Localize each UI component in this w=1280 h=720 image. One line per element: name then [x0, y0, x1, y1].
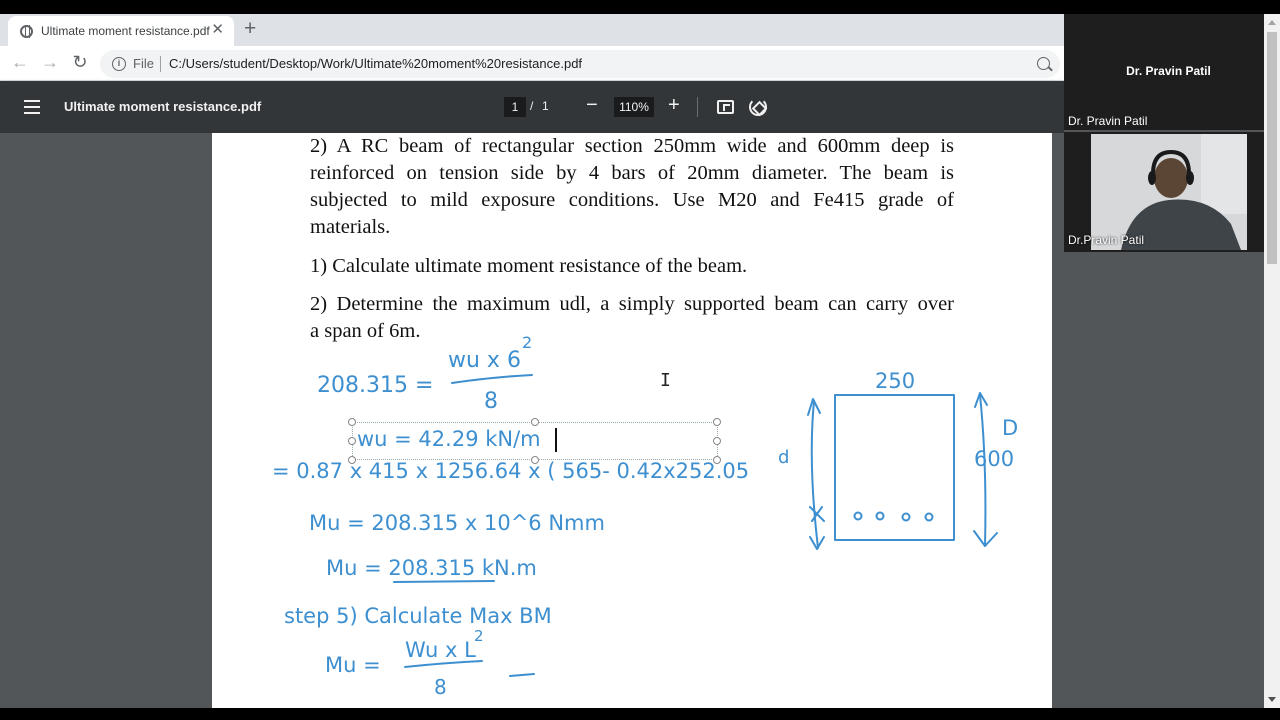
- step-5-heading: step 5) Calculate Max BM: [284, 604, 552, 628]
- wu-result[interactable]: wu = 42.29 kN/m: [357, 427, 541, 451]
- page-total: 1: [542, 99, 549, 113]
- rotate-icon[interactable]: [749, 98, 767, 116]
- back-icon[interactable]: ←: [11, 52, 29, 72]
- toolbar-divider: [697, 97, 698, 117]
- problem-statement: [310, 133, 954, 241]
- menu-icon[interactable]: [24, 100, 40, 114]
- depth-label: 600: [974, 447, 1015, 471]
- underline-stroke: [394, 581, 494, 582]
- tab-title: Ultimate moment resistance.pdf: [41, 24, 210, 38]
- tab-pdf[interactable]: [8, 16, 234, 46]
- mu-nmm-line: Mu = 208.315 x 10^6 Nmm: [309, 511, 605, 535]
- mu-knm-line: Mu = 208.315 kN.m: [326, 556, 537, 580]
- wul2-numerator: Wu x L: [405, 638, 476, 662]
- question-2: [310, 291, 954, 345]
- participant-tile-host[interactable]: [1064, 14, 1273, 130]
- globe-icon: [20, 25, 33, 38]
- question-1: 1) Calculate ultimate moment resistance of the beam.: [310, 255, 748, 277]
- rebar-circle: [855, 513, 862, 520]
- resize-handle[interactable]: [348, 437, 356, 445]
- fraction-bar: [452, 375, 532, 383]
- browser-window: [0, 14, 1064, 708]
- resize-handle[interactable]: [713, 437, 721, 445]
- rebar-circle: [877, 513, 884, 520]
- address-divider: [160, 56, 161, 72]
- beam-section-outline: [835, 395, 954, 540]
- question-2-line-1: 2) Determine the maximum udl, a simply supported beam can carry over: [310, 293, 954, 315]
- moment-calculation-line: = 0.87 x 415 x 1256.64 x ( 565- 0.42x252.05: [272, 459, 750, 483]
- participant-video-tile[interactable]: [1064, 132, 1273, 252]
- arrow-head-up: [975, 393, 987, 407]
- bottom-black-strip: [0, 708, 1280, 720]
- arrow-head-down: [974, 531, 997, 546]
- participant-footer-name: Dr. Pravin Patil: [1068, 114, 1148, 128]
- reload-icon[interactable]: ↻: [72, 52, 88, 72]
- eq1-lhs: 208.315 =: [317, 373, 434, 398]
- zoom-in-button[interactable]: +: [668, 94, 680, 116]
- underline-stroke: [510, 674, 534, 676]
- page-separator: /: [530, 99, 534, 113]
- eq1-numerator: wu x 6: [448, 348, 521, 373]
- scroll-down-icon[interactable]: [1268, 697, 1276, 702]
- meeting-panel: [1064, 14, 1280, 708]
- arrow-head-down: [810, 537, 824, 549]
- address-bar[interactable]: [100, 50, 1060, 78]
- info-icon[interactable]: i: [112, 57, 126, 71]
- file-scheme-label: File: [133, 56, 154, 71]
- effective-depth-label: d: [778, 447, 790, 468]
- wul2-denominator: 8: [434, 675, 447, 699]
- fit-to-page-icon[interactable]: [717, 100, 734, 114]
- text-cursor-icon: I: [660, 370, 671, 391]
- top-black-strip: [0, 0, 1280, 14]
- problem-line-2: reinforced on tension side by 4 bars of 20mm diameter. The beam is: [310, 162, 954, 184]
- rebar-circle: [903, 514, 910, 521]
- zoom-magnifier-icon[interactable]: [1037, 57, 1050, 70]
- resize-handle[interactable]: [348, 418, 356, 426]
- pdf-title: Ultimate moment resistance.pdf: [64, 99, 262, 114]
- resize-handle[interactable]: [531, 418, 539, 426]
- participant-name: Dr. Pravin Patil: [1126, 64, 1211, 78]
- pdf-toolbar: [0, 81, 1064, 133]
- question-2-line-2: a span of 6m.: [310, 320, 421, 342]
- bar-level-mark: [810, 507, 824, 521]
- effective-depth-arrow-line: [812, 401, 818, 548]
- width-label: 250: [875, 369, 916, 393]
- text-caret: [555, 428, 557, 452]
- eq1-exponent: 2: [522, 333, 533, 352]
- close-icon[interactable]: ✕: [211, 21, 224, 38]
- scroll-thumb[interactable]: [1267, 32, 1277, 264]
- pdf-page: [212, 133, 1052, 708]
- page-number-input[interactable]: 1: [504, 97, 526, 117]
- scrollbar[interactable]: [1264, 14, 1280, 708]
- problem-line-1: 2) A RC beam of rectangular section 250mm wide and 600mm deep is: [310, 135, 954, 157]
- forward-icon[interactable]: →: [41, 52, 59, 72]
- overall-depth-label: D: [1002, 416, 1019, 440]
- zoom-level-input[interactable]: 110%: [614, 97, 654, 117]
- browser-toolbar: [0, 46, 1064, 81]
- zoom-out-button[interactable]: −: [586, 94, 598, 116]
- url-text[interactable]: C:/Users/student/Desktop/Work/Ultimate%20moment%20resistance.pdf: [169, 56, 583, 71]
- video-participant-name: Dr.Pravin Patil: [1068, 233, 1145, 247]
- problem-line-4: materials.: [310, 216, 391, 238]
- tab-strip: [0, 14, 1064, 46]
- resize-handle[interactable]: [713, 418, 721, 426]
- eq1-denominator: 8: [484, 389, 498, 414]
- wul2-exponent: 2: [474, 627, 484, 645]
- rebar-circle: [926, 514, 933, 521]
- arrow-head-up: [808, 399, 820, 415]
- problem-line-3: subjected to mild exposure conditions. Use M20 and Fe415 grade of: [310, 189, 954, 211]
- new-tab-button[interactable]: +: [244, 17, 257, 40]
- scroll-up-icon[interactable]: [1268, 20, 1276, 25]
- mu-lhs: Mu =: [325, 653, 381, 677]
- pdf-viewport[interactable]: [0, 133, 1064, 708]
